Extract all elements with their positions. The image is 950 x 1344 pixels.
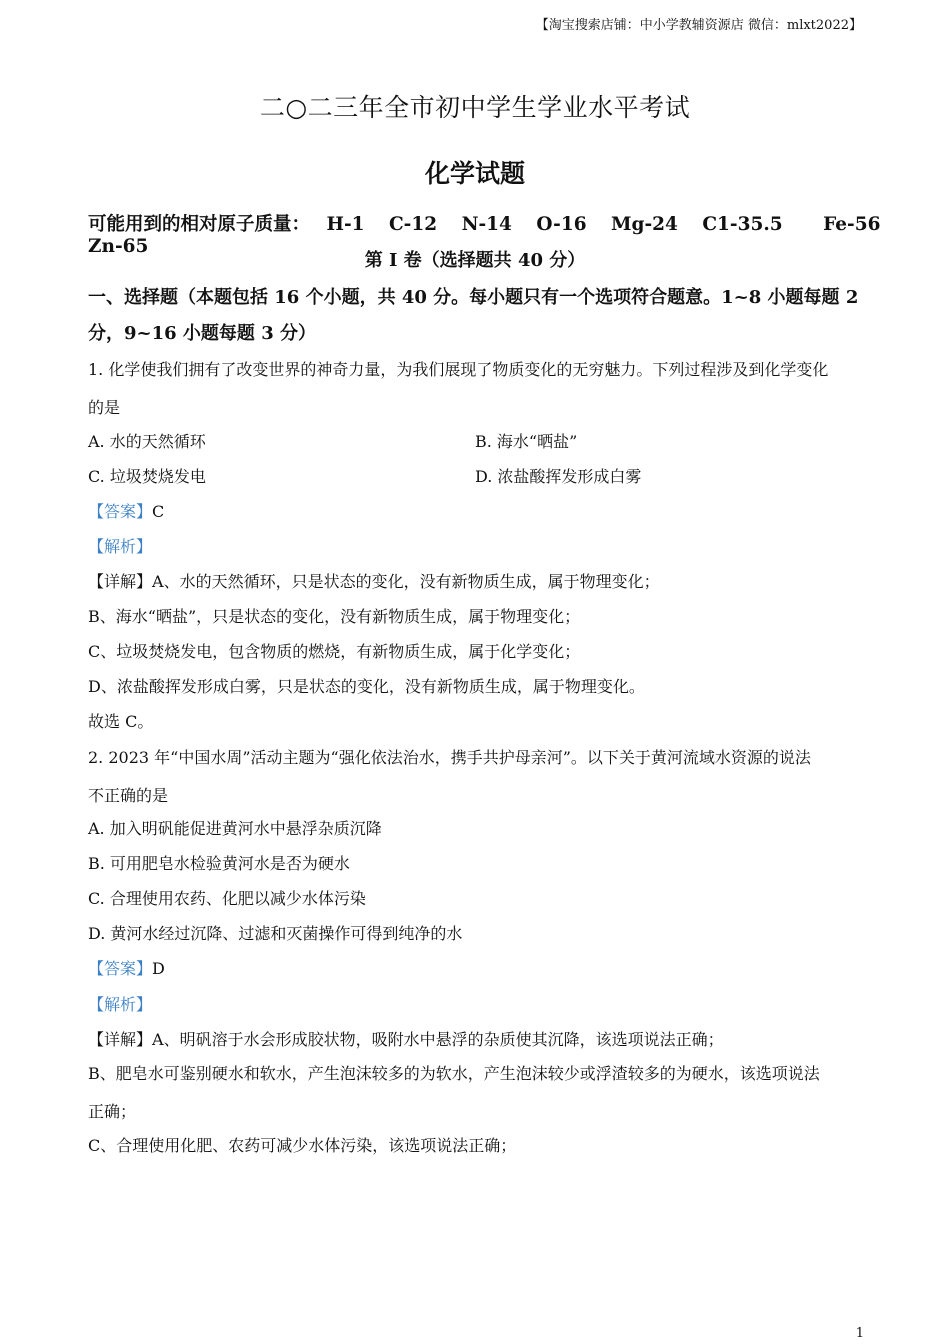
q1-detail-line: D、浓盐酸挥发形成白雾，只是状态的变化，没有新物质生成，属于物理变化。: [88, 677, 645, 696]
atomic-mass-item: Mg-24: [611, 214, 678, 235]
exam-title: 二○二三年全市初中学生学业水平考试: [259, 93, 691, 122]
atomic-mass-item: Zn-65: [88, 236, 149, 257]
q1-detail-line: C、垃圾焚烧发电，包含物质的燃烧，有新物质生成，属于化学变化；: [88, 642, 581, 661]
atomic-mass-item: Fe-56: [823, 214, 881, 235]
q2-option-b: B. 可用肥皂水检验黄河水是否为硬水: [88, 854, 350, 873]
atomic-masses-label: 可能用到的相对原子质量：: [88, 214, 311, 235]
q1-stem-line1: 1. 化学使我们拥有了改变世界的神奇力量，为我们展现了物质变化的无穷魅力。下列过程涉及到化学变化: [88, 360, 829, 379]
q2-stem-line2: 不正确的是: [88, 786, 169, 805]
answer-label: 【答案】: [88, 502, 153, 521]
q1-option-d: D. 浓盐酸挥发形成白雾: [475, 467, 642, 486]
answer-value: C: [152, 502, 165, 521]
atomic-mass-item: H-1: [326, 214, 365, 235]
volume-title: 第 I 卷（选择题共 40 分）: [364, 250, 586, 271]
q2-option-c: C. 合理使用农药、化肥以减少水体污染: [88, 889, 366, 908]
q1-detail-line: B、海水“晒盐”，只是状态的变化，没有新物质生成，属于物理变化；: [88, 607, 581, 626]
q2-answer: [88, 956, 863, 979]
q1-detail-line: [88, 569, 863, 592]
q2-option-d: D. 黄河水经过沉降、过滤和灭菌操作可得到纯净的水: [88, 924, 463, 943]
q1-conclusion: 故选 C。: [88, 712, 154, 731]
answer-label: 【答案】: [88, 959, 153, 978]
section-heading-line1: 一、选择题（本题包括 16 个小题，共 40 分。每小题只有一个选项符合题意。1~8 小题每题 2: [88, 287, 859, 308]
section-heading-line2: 分，9~16 小题每题 3 分）: [88, 323, 316, 344]
page-number: 1: [855, 1326, 864, 1341]
q1-option-b: B. 海水“晒盐”: [475, 432, 578, 451]
q2-stem-line1: 2. 2023 年“中国水周”活动主题为“强化依法治水，携手共护母亲河”。以下关于黄河流域水资源的说法: [88, 748, 811, 767]
answer-value: D: [152, 959, 165, 978]
atomic-mass-item: C1-35.5: [702, 214, 783, 235]
q1-analysis-label: 【解析】: [88, 537, 153, 556]
q1-answer: [88, 499, 863, 522]
q2-detail-line: 正确；: [88, 1102, 137, 1121]
detail-text: A、水的天然循环，只是状态的变化，没有新物质生成，属于物理变化；: [152, 572, 660, 591]
q1-option-c: C. 垃圾焚烧发电: [88, 467, 206, 486]
q2-detail-line: B、肥皂水可鉴别硬水和软水，产生泡沫较多的为软水，产生泡沫较少或浮渣较多的为硬水，该选项说法: [88, 1064, 820, 1083]
q2-option-a: A. 加入明矾能促进黄河水中悬浮杂质沉降: [88, 819, 382, 838]
atomic-mass-item: O-16: [536, 214, 587, 235]
atomic-mass-item: N-14: [461, 214, 512, 235]
atomic-mass-item: C-12: [388, 214, 438, 235]
q2-detail-line: [88, 1027, 863, 1050]
detail-label: 【详解】: [88, 572, 153, 591]
q2-detail-line: C、合理使用化肥、农药可减少水体污染，该选项说法正确；: [88, 1136, 517, 1155]
q1-option-a: A. 水的天然循环: [88, 432, 206, 451]
q2-analysis-label: 【解析】: [88, 995, 153, 1014]
detail-text: A、明矾溶于水会形成胶状物，吸附水中悬浮的杂质使其沉降，该选项说法正确；: [152, 1030, 724, 1049]
detail-label: 【详解】: [88, 1030, 153, 1049]
header-note: 【淘宝搜索店铺：中小学教辅资源店 微信：mlxt2022】: [535, 18, 862, 33]
exam-subtitle: 化学试题: [424, 159, 525, 188]
q1-stem-line2: 的是: [88, 398, 121, 417]
